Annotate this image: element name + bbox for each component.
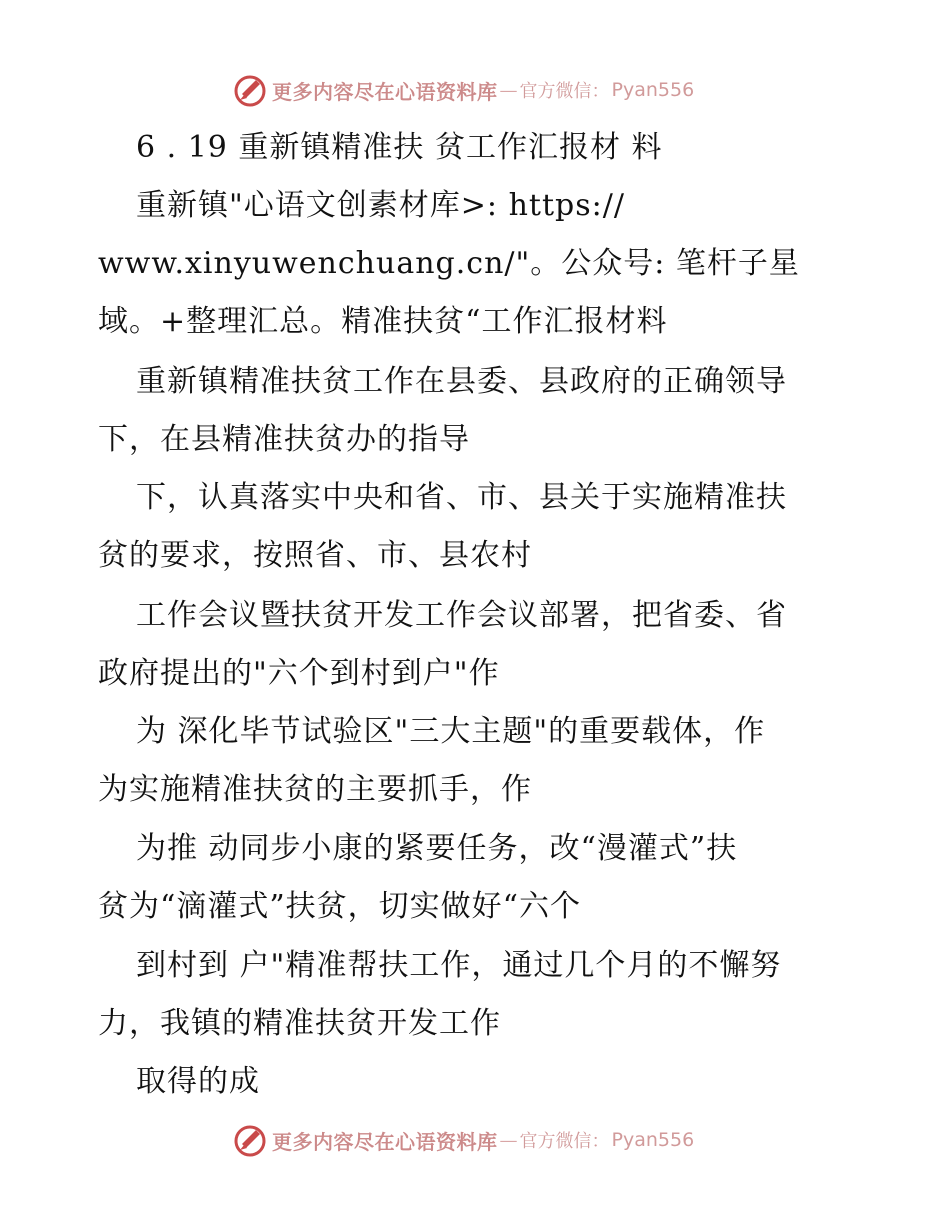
document-title: 6 . 19 重新镇精准扶 贫工作汇报材 料 <box>136 130 663 165</box>
paragraph-line: 贫为“滴灌式”扶贫，切实做好“六个 <box>98 889 582 924</box>
banner-wechat-id: Pyan556 <box>611 1129 695 1151</box>
paragraph-line: 下，在县精准扶贫办的指导 <box>98 422 470 457</box>
paragraph-line: 域。+整理汇总。精准扶贫“工作汇报材料 <box>98 304 668 339</box>
paragraph-line: 为推 动同步小康的紧要任务，改“漫灌式”扶 <box>136 831 738 866</box>
banner-wechat-id: Pyan556 <box>611 79 695 101</box>
banner-title: 更多内容尽在心语资料库 <box>272 1129 498 1154</box>
paragraph-line: 到村到 户"精准帮扶工作，通过几个月的不懈努 <box>136 948 782 983</box>
logo-icon <box>232 72 268 108</box>
paragraph-line: 为实施精准扶贫的主要抓手，作 <box>98 772 532 807</box>
paragraph-line: 力，我镇的精准扶贫开发工作 <box>98 1006 501 1041</box>
banner-separator: — <box>499 1129 518 1151</box>
paragraph-line: 取得的成 <box>136 1064 260 1099</box>
paragraph-line: www.xinyuwenchuang.cn/"。公众号: 笔杆子星 <box>98 246 800 281</box>
paragraph-line: 工作会议暨扶贫开发工作会议部署，把省委、省 <box>136 598 787 633</box>
paragraph-line: 重新镇精准扶贫工作在县委、县政府的正确领导 <box>136 364 787 399</box>
banner-separator: — <box>499 79 518 101</box>
footer-banner <box>232 1120 732 1160</box>
paragraph-line: 重新镇"心语文创素材库>: https:// <box>136 188 625 223</box>
banner-title: 更多内容尽在心语资料库 <box>272 79 498 104</box>
banner-wechat-label: 官方微信： <box>519 1131 610 1152</box>
header-banner <box>232 70 732 110</box>
banner-wechat-label: 官方微信： <box>519 81 610 102</box>
paragraph-line: 为 深化毕节试验区"三大主题"的重要载体，作 <box>136 714 766 749</box>
paragraph-line: 下，认真落实中央和省、市、县关于实施精准扶 <box>136 480 787 515</box>
logo-icon <box>232 1122 268 1158</box>
paragraph-line: 贫的要求，按照省、市、县农村 <box>98 538 532 573</box>
paragraph-line: 政府提出的"六个到村到户"作 <box>98 656 500 691</box>
